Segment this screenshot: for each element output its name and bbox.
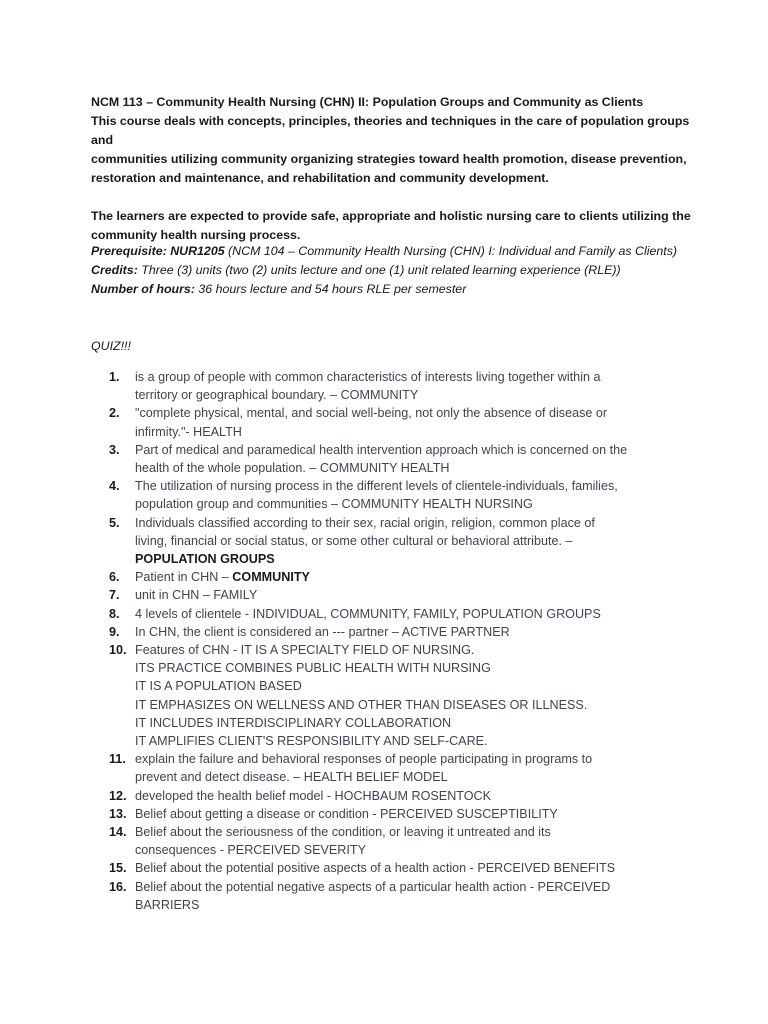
quiz-item (91, 750, 691, 786)
quiz-item (91, 641, 691, 750)
credits-value: Three (3) units (two (2) units lecture and one (1) unit related learning experience (RLE)) (137, 263, 621, 277)
quiz-item (91, 477, 691, 513)
quiz-item-text (135, 787, 691, 805)
quiz-item-text-segment: territory or geographical boundary. – COMMUNITY (135, 388, 419, 403)
quiz-item-text (135, 805, 691, 823)
quiz-item-number: 13. (109, 806, 127, 821)
quiz-item (91, 605, 691, 623)
quiz-item-number: 3. (109, 442, 120, 457)
quiz-item-text (135, 768, 691, 786)
hours-value: 36 hours lecture and 54 hours RLE per semester (194, 282, 467, 296)
quiz-item-text (135, 586, 691, 604)
quiz-item-text (135, 495, 691, 513)
quiz-item-text-segment: population group and communities – COMMUNITY HEALTH NURSING (135, 497, 533, 512)
quiz-item (91, 805, 691, 823)
quiz-item-text-segment: explain the failure and behavioral responses of people participating in programs to (135, 752, 593, 767)
prerequisite-value: (NCM 104 – Community Health Nursing (CHN) I: Individual and Family as Clients) (224, 244, 678, 258)
quiz-item-text (135, 605, 691, 623)
quiz-item-text-segment: 4 levels of clientele - INDIVIDUAL, COMMUNITY, FAMILY, POPULATION GROUPS (135, 606, 601, 621)
quiz-item-text (135, 423, 691, 441)
hours-line (91, 280, 731, 299)
quiz-answer-emphasis: POPULATION GROUPS (135, 552, 275, 567)
credits-label: Credits: (91, 263, 138, 277)
quiz-item-text-segment: is a group of people with common characteristics of interests living together within a (135, 370, 601, 384)
quiz-item-text-segment: infirmity."- HEALTH (135, 424, 242, 439)
quiz-item (91, 514, 691, 569)
quiz-item-number: 14. (109, 825, 127, 840)
quiz-item-text-segment: IT EMPHASIZES ON WELLNESS AND OTHER THAN DISEASES OR ILLNESS. (135, 697, 588, 712)
quiz-item-text (135, 732, 691, 750)
quiz-item-text (135, 896, 691, 914)
quiz-item-text-segment: Individuals classified according to their sex, racial origin, religion, common place of (135, 515, 595, 530)
quiz-item-text (135, 404, 691, 422)
quiz-item (91, 787, 691, 805)
quiz-item-text (135, 532, 691, 550)
quiz-item (91, 878, 691, 914)
quiz-item-text-segment: Belief about getting a disease or condition - PERCEIVED SUSCEPTIBILITY (135, 806, 558, 821)
prerequisite-label: Prerequisite: NUR1205 (91, 244, 225, 258)
quiz-item-number: 16. (109, 879, 127, 894)
quiz-item-text-segment: IT AMPLIFIES CLIENT'S RESPONSIBILITY AND SELF-CARE. (135, 734, 488, 749)
quiz-item-text-segment: Belief about the potential positive aspects of a health action - PERCEIVED BENEFITS (135, 861, 616, 876)
quiz-item (91, 368, 691, 404)
quiz-item-text-segment: IT IS A POPULATION BASED (135, 679, 302, 694)
quiz-item-text-segment: ITS PRACTICE COMBINES PUBLIC HEALTH WITH NURSING (135, 661, 491, 676)
quiz-item (91, 568, 691, 586)
quiz-list (91, 368, 691, 914)
quiz-item-number: 11. (109, 752, 126, 767)
quiz-item-text (135, 696, 691, 714)
quiz-item (91, 441, 691, 477)
quiz-item-number: 15. (109, 861, 127, 876)
quiz-item-number: 7. (109, 588, 120, 603)
quiz-item-text (135, 659, 691, 677)
quiz-item-text-segment: Belief about the seriousness of the condition, or leaving it untreated and its (135, 825, 551, 840)
quiz-item-number: 10. (109, 643, 127, 658)
quiz-item-text (135, 568, 691, 586)
prerequisite-line (91, 242, 731, 261)
quiz-item-text (135, 623, 691, 641)
quiz-item-text-segment: Part of medical and paramedical health intervention approach which is concerned on the (135, 442, 628, 457)
expectation-line: community health nursing process. (91, 228, 301, 242)
quiz-item (91, 859, 691, 877)
hours-label: Number of hours: (91, 282, 195, 296)
quiz-item-text (135, 368, 691, 386)
quiz-item-text (135, 714, 691, 732)
quiz-item-text-segment: Patient in CHN – (135, 570, 233, 585)
quiz-item-text (135, 859, 691, 877)
quiz-item-text (135, 823, 691, 841)
quiz-item-number: 5. (109, 515, 120, 530)
quiz-item-text (135, 641, 691, 659)
quiz-item-text (135, 750, 691, 768)
quiz-item-text-segment: Belief about the potential negative aspects of a particular health action - PERCEIVED (135, 879, 611, 894)
description-line: restoration and maintenance, and rehabilitation and community development. (91, 171, 549, 185)
quiz-item-text (135, 477, 691, 495)
quiz-item (91, 404, 691, 440)
quiz-item-text-segment: IT INCLUDES INTERDISCIPLINARY COLLABORATION (135, 715, 452, 730)
course-title: NCM 113 – Community Health Nursing (CHN) II: Population Groups and Community as Clients (91, 95, 644, 109)
quiz-item (91, 823, 691, 859)
quiz-item-text-segment: developed the health belief model - HOCHBAUM ROSENTOCK (135, 788, 492, 803)
quiz-item-number: 4. (109, 479, 120, 494)
quiz-item-text-segment: In CHN, the client is considered an --- partner – ACTIVE PARTNER (135, 624, 510, 639)
quiz-item-number: 1. (109, 370, 120, 384)
quiz-item-text-segment: unit in CHN – FAMILY (135, 588, 258, 603)
quiz-item-number: 2. (109, 406, 120, 421)
quiz-item (91, 623, 691, 641)
description-line: This course deals with concepts, principles, theories and techniques in the care of population groups and (91, 114, 690, 147)
quiz-item-text-segment: prevent and detect disease. – HEALTH BELIEF MODEL (135, 770, 448, 785)
quiz-answer-emphasis: COMMUNITY (232, 570, 310, 585)
quiz-item (91, 586, 691, 604)
quiz-heading: QUIZ!!! (91, 339, 131, 353)
quiz-item-text-segment: health of the whole population. – COMMUNITY HEALTH (135, 461, 450, 476)
quiz-item-text-segment: consequences - PERCEIVED SEVERITY (135, 843, 366, 858)
quiz-item-text-segment: "complete physical, mental, and social well-being, not only the absence of disease or (135, 406, 608, 421)
quiz-item-text-segment: BARRIERS (135, 897, 200, 912)
quiz-item-text (135, 386, 691, 404)
quiz-item-text-segment: living, financial or social status, or some other cultural or behavioral attribute. – (135, 533, 573, 548)
course-meta (91, 242, 731, 299)
quiz-item-text (135, 459, 691, 477)
credits-line (91, 261, 731, 280)
description-line: communities utilizing community organizing strategies toward health promotion, disease prevention, (91, 152, 687, 166)
quiz-item-number: 9. (109, 624, 120, 639)
quiz-item-number: 8. (109, 606, 120, 621)
quiz-item-number: 12. (109, 788, 127, 803)
quiz-item-text (135, 841, 691, 859)
quiz-item-text (135, 441, 691, 459)
quiz-item-text (135, 514, 691, 532)
course-description (91, 93, 691, 245)
quiz-item-text (135, 878, 691, 896)
quiz-item-text (135, 677, 691, 695)
quiz-item-number: 6. (109, 570, 120, 585)
quiz-item-text-segment: The utilization of nursing process in the different levels of clientele-individuals, families, (135, 479, 618, 494)
expectation-line: The learners are expected to provide safe, appropriate and holistic nursing care to clients utilizing the (91, 209, 691, 223)
quiz-item-text-segment: Features of CHN - IT IS A SPECIALTY FIELD OF NURSING. (135, 643, 475, 658)
